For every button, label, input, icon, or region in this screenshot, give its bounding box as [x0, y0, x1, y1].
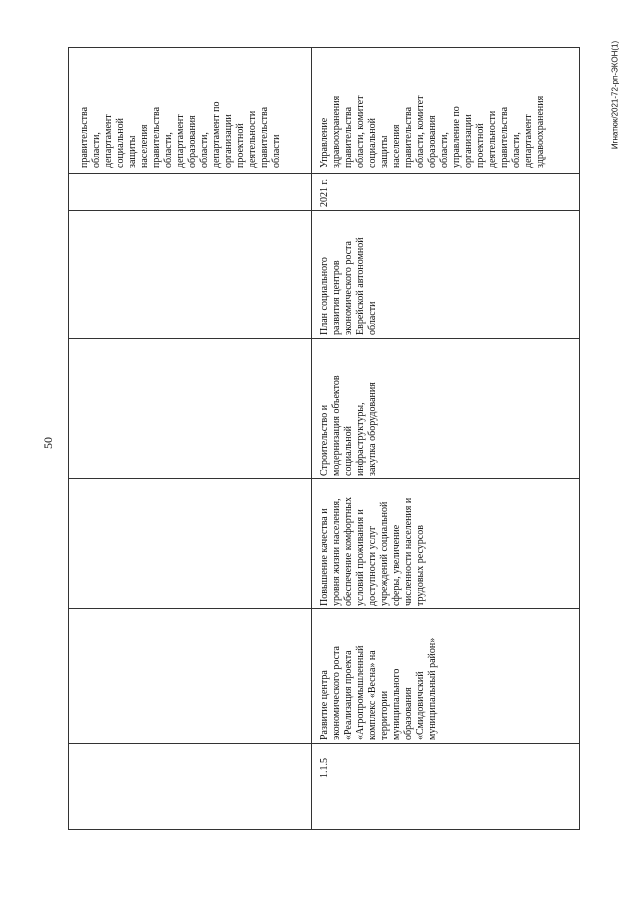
- cell-name: Развитие центра экономического роста «Реализация проекта «Агропромышленный комплекс «Весна» на территории муниципального образования «Смидовичский муниципальный район»: [319, 637, 438, 740]
- row-divider: [69, 608, 579, 609]
- cell-responsible: Управление здравоохранения правительства области, комитет социальной защиты населения правительства области, комитет образования области, управление по организации проектной деятельности правительства области, департамент здравоохранения: [319, 95, 546, 168]
- row-divider: [69, 210, 579, 211]
- cell-document: План социального развития центров экономического роста Еврейской автономной области: [319, 237, 378, 335]
- row-divider: [69, 338, 579, 339]
- document-table: [68, 47, 580, 830]
- cell-responsible-prev: правительства области, департамент социальной защиты населения правительства области, департамент образования области, департамент по организации проектной деятельности правительства области: [79, 101, 282, 168]
- row-divider: [69, 743, 579, 744]
- document-id: Игнатюк/2021-72-рп-ЭКОН(1): [610, 40, 620, 150]
- page-number: 50: [41, 437, 55, 449]
- cell-goal: Повышение качества и уровня жизни населения, обеспечение комфортных условий проживания и доступности услуг учреждений социальной сферы, увеличение численности населения и трудовых ресурсов: [319, 496, 426, 606]
- cell-deadline: 2021 г.: [319, 179, 330, 207]
- column-divider: [311, 48, 312, 829]
- row-divider: [69, 478, 579, 479]
- cell-number: 1.1.5: [319, 758, 330, 778]
- row-divider: [69, 173, 579, 174]
- cell-activity: Строительство и модернизация объектов социальной инфраструктуры, закупка оборудования: [319, 375, 378, 476]
